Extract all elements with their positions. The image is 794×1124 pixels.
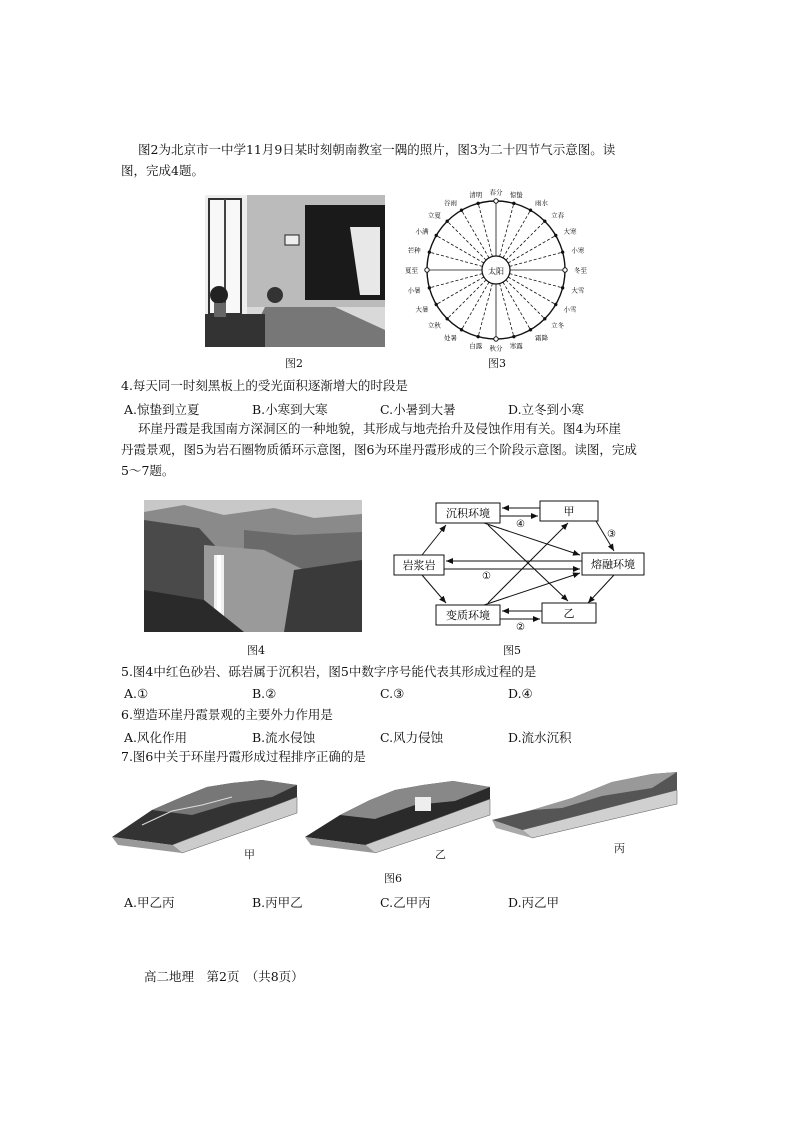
q5-option-d[interactable]: D.④ [508,686,533,701]
box-igneous: 岩浆岩 [402,559,436,572]
term-spoke [506,280,545,319]
term-spoke [447,280,486,319]
term-dot [544,318,546,320]
term-dot [513,335,515,337]
term-dot [529,209,531,211]
term-dot [460,329,462,331]
fig6-label-yi: 乙 [435,848,446,861]
term-label: 小寒 [571,246,585,255]
q7-stem: 7.图6中关于环崖丹霞形成过程排序正确的是 [121,749,366,764]
term-label: 白露 [469,341,483,350]
term-label: 立夏 [427,211,441,220]
fig6-label-jia: 甲 [244,848,255,861]
terrain-stage-yi [305,775,495,853]
q5-option-a[interactable]: A.① [124,686,149,701]
intro2-line-2: 丹霞景观，图5为岩石圈物质循环示意图，图6为环崖丹霞形成的三个阶段示意图。读图，完成 [121,442,637,457]
num-4: ④ [516,519,525,530]
term-spoke [508,277,556,305]
term-dot [477,202,479,204]
term-label: 夏至 [405,266,418,275]
term-label: 小满 [415,227,429,236]
num-3: ③ [607,529,616,540]
term-label: 小暑 [407,286,421,295]
q7-option-a[interactable]: A.甲乙丙 [124,895,175,910]
q7-option-c[interactable]: C.乙甲丙 [380,895,431,910]
term-dot [555,234,557,236]
solar-terms-diagram [405,186,587,356]
q4-option-d[interactable]: D.立冬到小寒 [508,402,585,417]
term-label: 清明 [469,191,483,200]
term-dot [561,287,563,289]
term-dot [477,335,479,337]
q4-option-b[interactable]: B.小寒到大寒 [252,402,328,417]
term-spoke [510,252,563,266]
intro-line-2: 图，完成4题。 [121,163,204,178]
term-spoke [506,221,545,260]
term-label: 惊蛰 [509,191,523,200]
term-dot [460,209,462,211]
q6-stem: 6.塑造环崖丹霞景观的主要外力作用是 [121,707,333,722]
term-dot [425,268,429,272]
box-jia: 甲 [563,505,575,518]
term-spoke [503,210,531,258]
term-dot [544,220,546,222]
term-dot [428,251,430,253]
term-dot [529,329,531,331]
term-dot [435,234,437,236]
fig4-caption: 图4 [247,644,265,657]
term-dot [446,318,448,320]
term-spoke [500,203,514,256]
q7-option-b[interactable]: B.丙甲乙 [252,895,303,910]
term-label: 立冬 [551,321,565,330]
term-spoke [462,210,490,258]
intro2-line-1: 环崖丹霞是我国南方深洞区的一种地貌，其形成与地壳抬升及侵蚀作用有关。图4为环崖 [138,421,621,436]
terrain-stage-jia [112,775,302,853]
term-dot [435,303,437,305]
q5-stem: 5.图4中红色砂岩、砾岩属于沉积岩，图5中数字序号能代表其形成过程的是 [121,664,537,679]
term-spoke [478,284,492,337]
q6-option-c[interactable]: C.风力侵蚀 [380,730,444,745]
q6-option-a[interactable]: A.风化作用 [124,730,188,745]
intro-line-1: 图2为北京市一中学11月9日某时刻朝南教室一隅的照片，图3为二十四节气示意图。读 [138,142,616,157]
q4-stem: 4.每天同一时刻黑板上的受光面积逐渐增大的时段是 [121,378,408,393]
term-spoke [447,221,486,260]
term-spoke [436,236,484,264]
term-label: 冬至 [574,266,587,275]
q5-option-b[interactable]: B.② [252,686,277,701]
box-meta: 变质环境 [446,609,490,622]
term-dot [555,303,557,305]
term-label: 雨水 [535,198,548,207]
term-label: 谷雨 [444,198,457,207]
term-spoke [503,282,531,330]
box-melt: 熔融环境 [591,558,635,571]
fig6-label-bing: 丙 [614,842,625,855]
term-spoke [429,274,482,288]
term-label: 大雪 [571,286,585,295]
q4-option-a[interactable]: A.惊蛰到立夏 [124,402,200,417]
fig3-caption: 图3 [488,357,506,370]
term-spoke [436,277,484,305]
term-label: 霜降 [535,334,548,343]
term-label: 立秋 [427,321,441,330]
term-label: 秋分 [489,344,503,353]
fig5-caption: 图5 [503,644,521,657]
term-label: 小雪 [563,305,577,314]
term-spoke [462,282,490,330]
term-dot [446,220,448,222]
term-spoke [510,274,563,288]
terrain-stage-bing [492,770,682,840]
classroom-photo [205,195,385,347]
term-label: 芒种 [407,246,421,255]
term-spoke [508,236,556,264]
rock-cycle-diagram [392,495,652,633]
term-label: 处暑 [444,334,457,343]
q6-option-d[interactable]: D.流水沉积 [508,730,572,745]
term-spoke [478,203,492,256]
term-dot [563,268,567,272]
box-yi: 乙 [563,607,575,620]
term-dot [494,337,498,341]
intro2-line-3: 5～7题。 [121,463,175,478]
q4-option-c[interactable]: C.小暑到大暑 [380,402,456,417]
sun-label: 太阳 [488,267,504,276]
num-1: ① [482,571,491,582]
fig6-caption: 图6 [384,872,402,885]
q6-option-b[interactable]: B.流水侵蚀 [252,730,316,745]
num-2: ② [516,622,525,633]
term-dot [561,251,563,253]
term-dot [494,199,498,203]
term-label: 春分 [489,188,503,197]
term-dot [513,202,515,204]
term-dot [428,287,430,289]
fig2-caption: 图2 [285,357,303,370]
term-label: 寒露 [509,341,523,350]
danxia-photo [144,500,362,632]
q5-option-c[interactable]: C.③ [380,686,405,701]
term-spoke [500,284,514,337]
term-spoke [429,252,482,266]
term-label: 大寒 [563,227,577,236]
q7-option-d[interactable]: D.丙乙甲 [508,895,560,910]
box-sediment: 沉积环境 [446,507,490,520]
term-label: 大暑 [415,305,429,314]
page-footer: 高二地理 第2页 （共8页） [144,969,304,984]
term-label: 立春 [551,211,565,220]
